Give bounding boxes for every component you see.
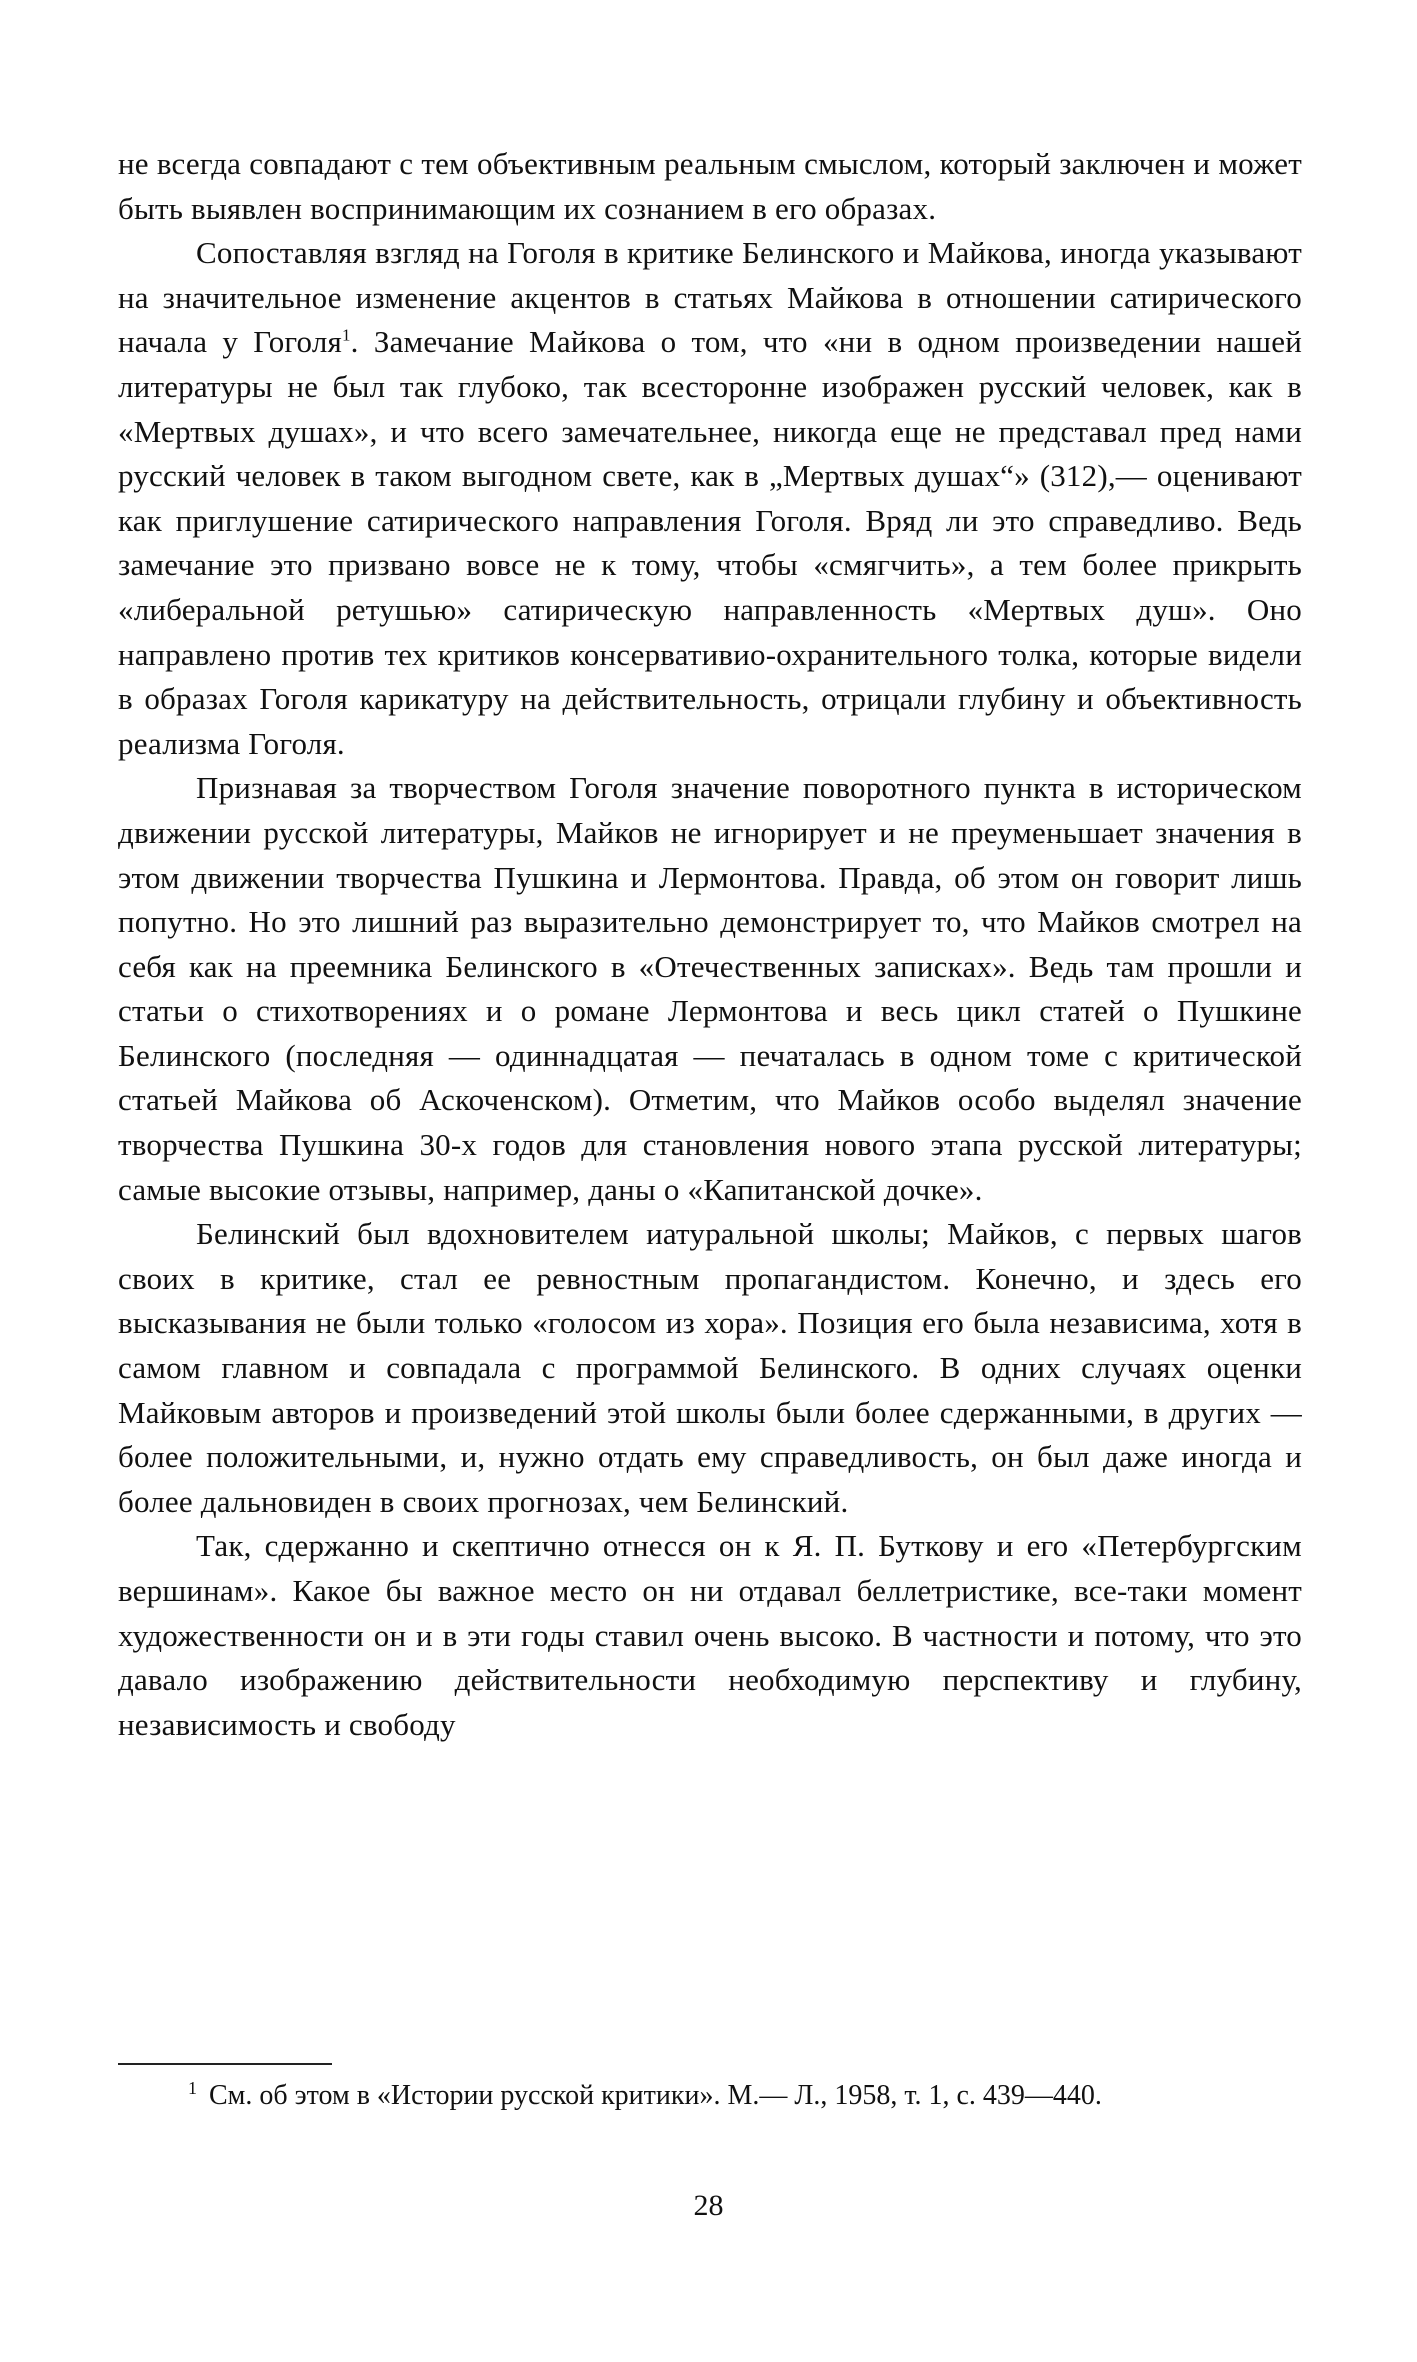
footnote-mark: 1 [188,2077,197,2098]
paragraph-5-text: Так, сдержанно и скептично отнесся он к Я. П. Буткову и его «Петербургским вершинам». Какое бы важное место он ни отдавал беллетристике, все-таки момент художественности он и в эти годы ставил очень высоко. В частности и потому, что это давало изображению действительности необходимую перспективу и глубину, независимость и свободу [118,1528,1302,1742]
footnote-reference[interactable]: 1 [341,326,351,346]
paragraph-2-text: Сопоставляя взгляд на Гоголя в критике Белинского и Майкова, иногда указывают на значительное изменение акцентов в статьях Майкова в отношении сатирического начала у Гоголя [118,235,1302,360]
paragraph-4-text: Белинский был вдохновителем иатуральной школы; Майков, с первых шагов своих в критике, стал ее ревностным пропагандистом. Конечно, и здесь его высказывания не были только «голосом из хора». Позиция его была независима, хотя в самом главном и совпадала с программой Белинского. В одних случаях оценки Майковым авторов и произведений этой школы были более сдержанными, в других — более положительными, и, нужно отдать ему справедливость, он был даже иногда и более дальновиден в своих прогнозах, чем Белинский. [118,1216,1302,1519]
footnote-divider [118,2063,332,2065]
paragraph-3-text: Признавая за творчеством Гоголя значение поворотного пункта в историческом движении русской литературы, Майков не игнорирует и не преуменьшает значения в этом движении творчества Пушкина и Лермонтова. Правда, об этом он говорит лишь попутно. Но это лишний раз выразительно демонстрирует то, что Майков смотрел на себя как на преемника Белинского в «Отечественных записках». Ведь там прошли и статьи о стихотворениях и о романе Лермонтова и весь цикл статей о Пушкине Белинского (последняя — одиннадцатая — печаталась в одном томе с критической статьей Майкова об Аскоченском). Отметим, что Майков особо выделял значение творчества Пушкина 30-х годов для становления нового этапа русской литературы; самые высокие отзывы, например, даны о «Капитанской дочке». [118,770,1302,1207]
footnote-text: См. об этом в «Истории русской критики». М.— Л., 1958, т. 1, с. 439—440. [209,2080,1102,2111]
paragraph-5 [118,1524,1302,1747]
page-body [118,142,1302,1747]
paragraph-1 [118,142,1302,231]
footnote [118,2076,1302,2116]
paragraph-2 [118,231,1302,766]
paragraph-3 [118,766,1302,1212]
paragraph-2-text-continued: . Замечание Майкова о том, что «ни в одном произведении нашей литературы не был так глубоко, так всесторонне изображен русский человек, как в «Мертвых душах», и что всего замечательнее, никогда еще не представал пред нами русский человек в таком выгодном свете, как в „Мертвых душах“» (312),— оценивают как приглушение сатирического направления Гоголя. Вряд ли это справедливо. Ведь замечание это призвано вовсе не к тому, чтобы «смягчить», а тем более прикрыть «либеральной ретушью» сатирическую направленность «Мертвых душ». Оно направлено против тех критиков консервативио-охранительного толка, которые видели в образах Гоголя карикатуру на действительность, отрицали глубину и объективность реализма Гоголя. [118,324,1302,761]
paragraph-1-text: не всегда совпадают с тем объективным реальным смыслом, который заключен и может быть выявлен воспринимающим их сознанием в его образах. [118,146,1302,226]
paragraph-4 [118,1212,1302,1524]
page-number: 28 [693,2189,724,2222]
